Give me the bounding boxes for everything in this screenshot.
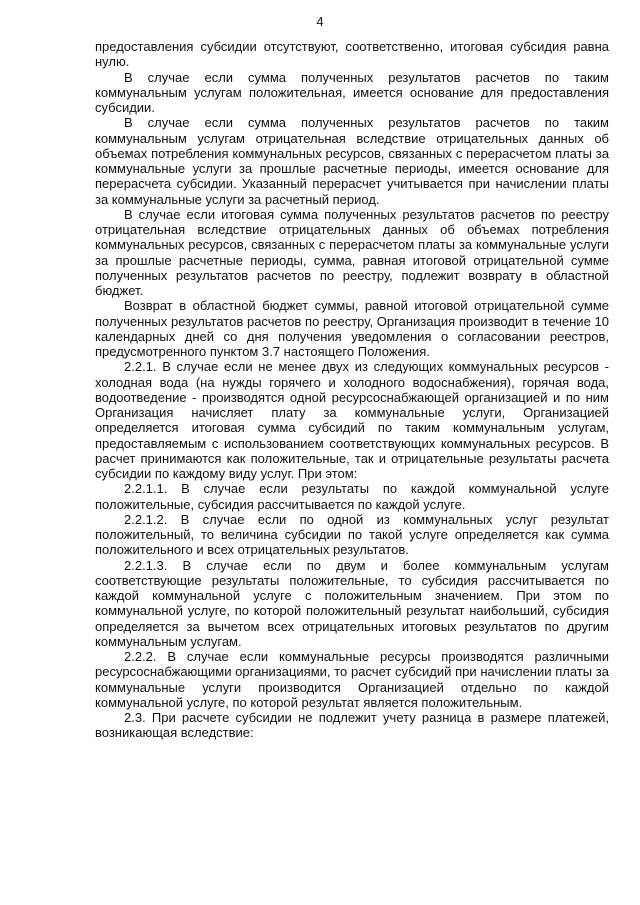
paragraph: В случае если итоговая сумма полученных результатов расчетов по реестру отрицательная вследствие отрицательных данных об объемах потребления коммунальных ресурсов, связанных с перерасчетом платы за коммунальные услуги за прошлые расчетные периоды, сумма, равная итоговой отрицательной сумме полученных результатов расчетов по реестру, подлежит возврату в областной бюджет.: [95, 206, 609, 298]
paragraph: В случае если сумма полученных результатов расчетов по таким коммунальным услугам положительная, имеется основание для предоставления субсидии.: [95, 69, 609, 115]
paragraph: 2.2.1. В случае если не менее двух из следующих коммунальных ресурсов - холодная вода (на нужды горячего и холодного водоснабжения), горячая вода, водоотведение - производятся одной ресурсоснабжающей организацией и по ним Организация начисляет плату за коммунальные услуги, Организацией определяется итоговая сумма субсидий по таким коммунальным услугам, предоставляемым с использованием соответствующих коммунальных ресурсов. В расчет принимаются как положительные, так и отрицательные результаты расчета субсидии по каждому виду услуг. При этом:: [95, 359, 609, 481]
paragraph: 2.2.1.3. В случае если по двум и более коммунальным услугам соответствующие результаты положительные, то субсидия рассчитывается по каждой коммунальной услуге с положительным значением. При этом по коммунальной услуге, по которой положительный результат наибольший, субсидия определяется за вычетом всех отрицательных итоговых результатов по другим коммунальным услугам.: [95, 557, 609, 649]
paragraph: 2.2.2. В случае если коммунальные ресурсы производятся различными ресурсоснабжающими организациями, то расчет субсидий при начислении платы за коммунальные услуги производится Организацией отдельно по каждой коммунальной услуге, по которой результат является положительным.: [95, 649, 609, 710]
paragraph: предоставления субсидии отсутствуют, соответственно, итоговая субсидия равна нулю.: [95, 39, 609, 70]
document-body: [95, 39, 609, 741]
paragraph: 2.2.1.1. В случае если результаты по каждой коммунальной услуге положительные, субсидия рассчитывается по каждой услуге.: [95, 481, 609, 512]
paragraph: В случае если сумма полученных результатов расчетов по таким коммунальным услугам отрицательная вследствие отрицательных данных об объемах потребления коммунальных ресурсов, связанных с перерасчетом платы за коммунальные услуги за прошлые расчетные периоды, имеется основание для перерасчета субсидии. Указанный перерасчет учитывается при начислении платы за коммунальные услуги за расчетный период.: [95, 115, 609, 207]
paragraph: 2.2.1.2. В случае если по одной из коммунальных услуг результат положительный, то величина субсидии по такой услуге определяется как сумма положительного и всех отрицательных результатов.: [95, 511, 609, 558]
paragraph: 2.3. При расчете субсидии не подлежит учету разница в размере платежей, возникающая вследствие:: [95, 710, 609, 741]
paragraph: Возврат в областной бюджет суммы, равной итоговой отрицательной сумме полученных результатов расчетов по реестру, Организация производит в течение 10 календарных дней со дня получения уведомления о согласовании реестров, предусмотренного пунктом 3.7 настоящего Положения.: [95, 298, 609, 359]
page-number: 4: [316, 14, 324, 29]
